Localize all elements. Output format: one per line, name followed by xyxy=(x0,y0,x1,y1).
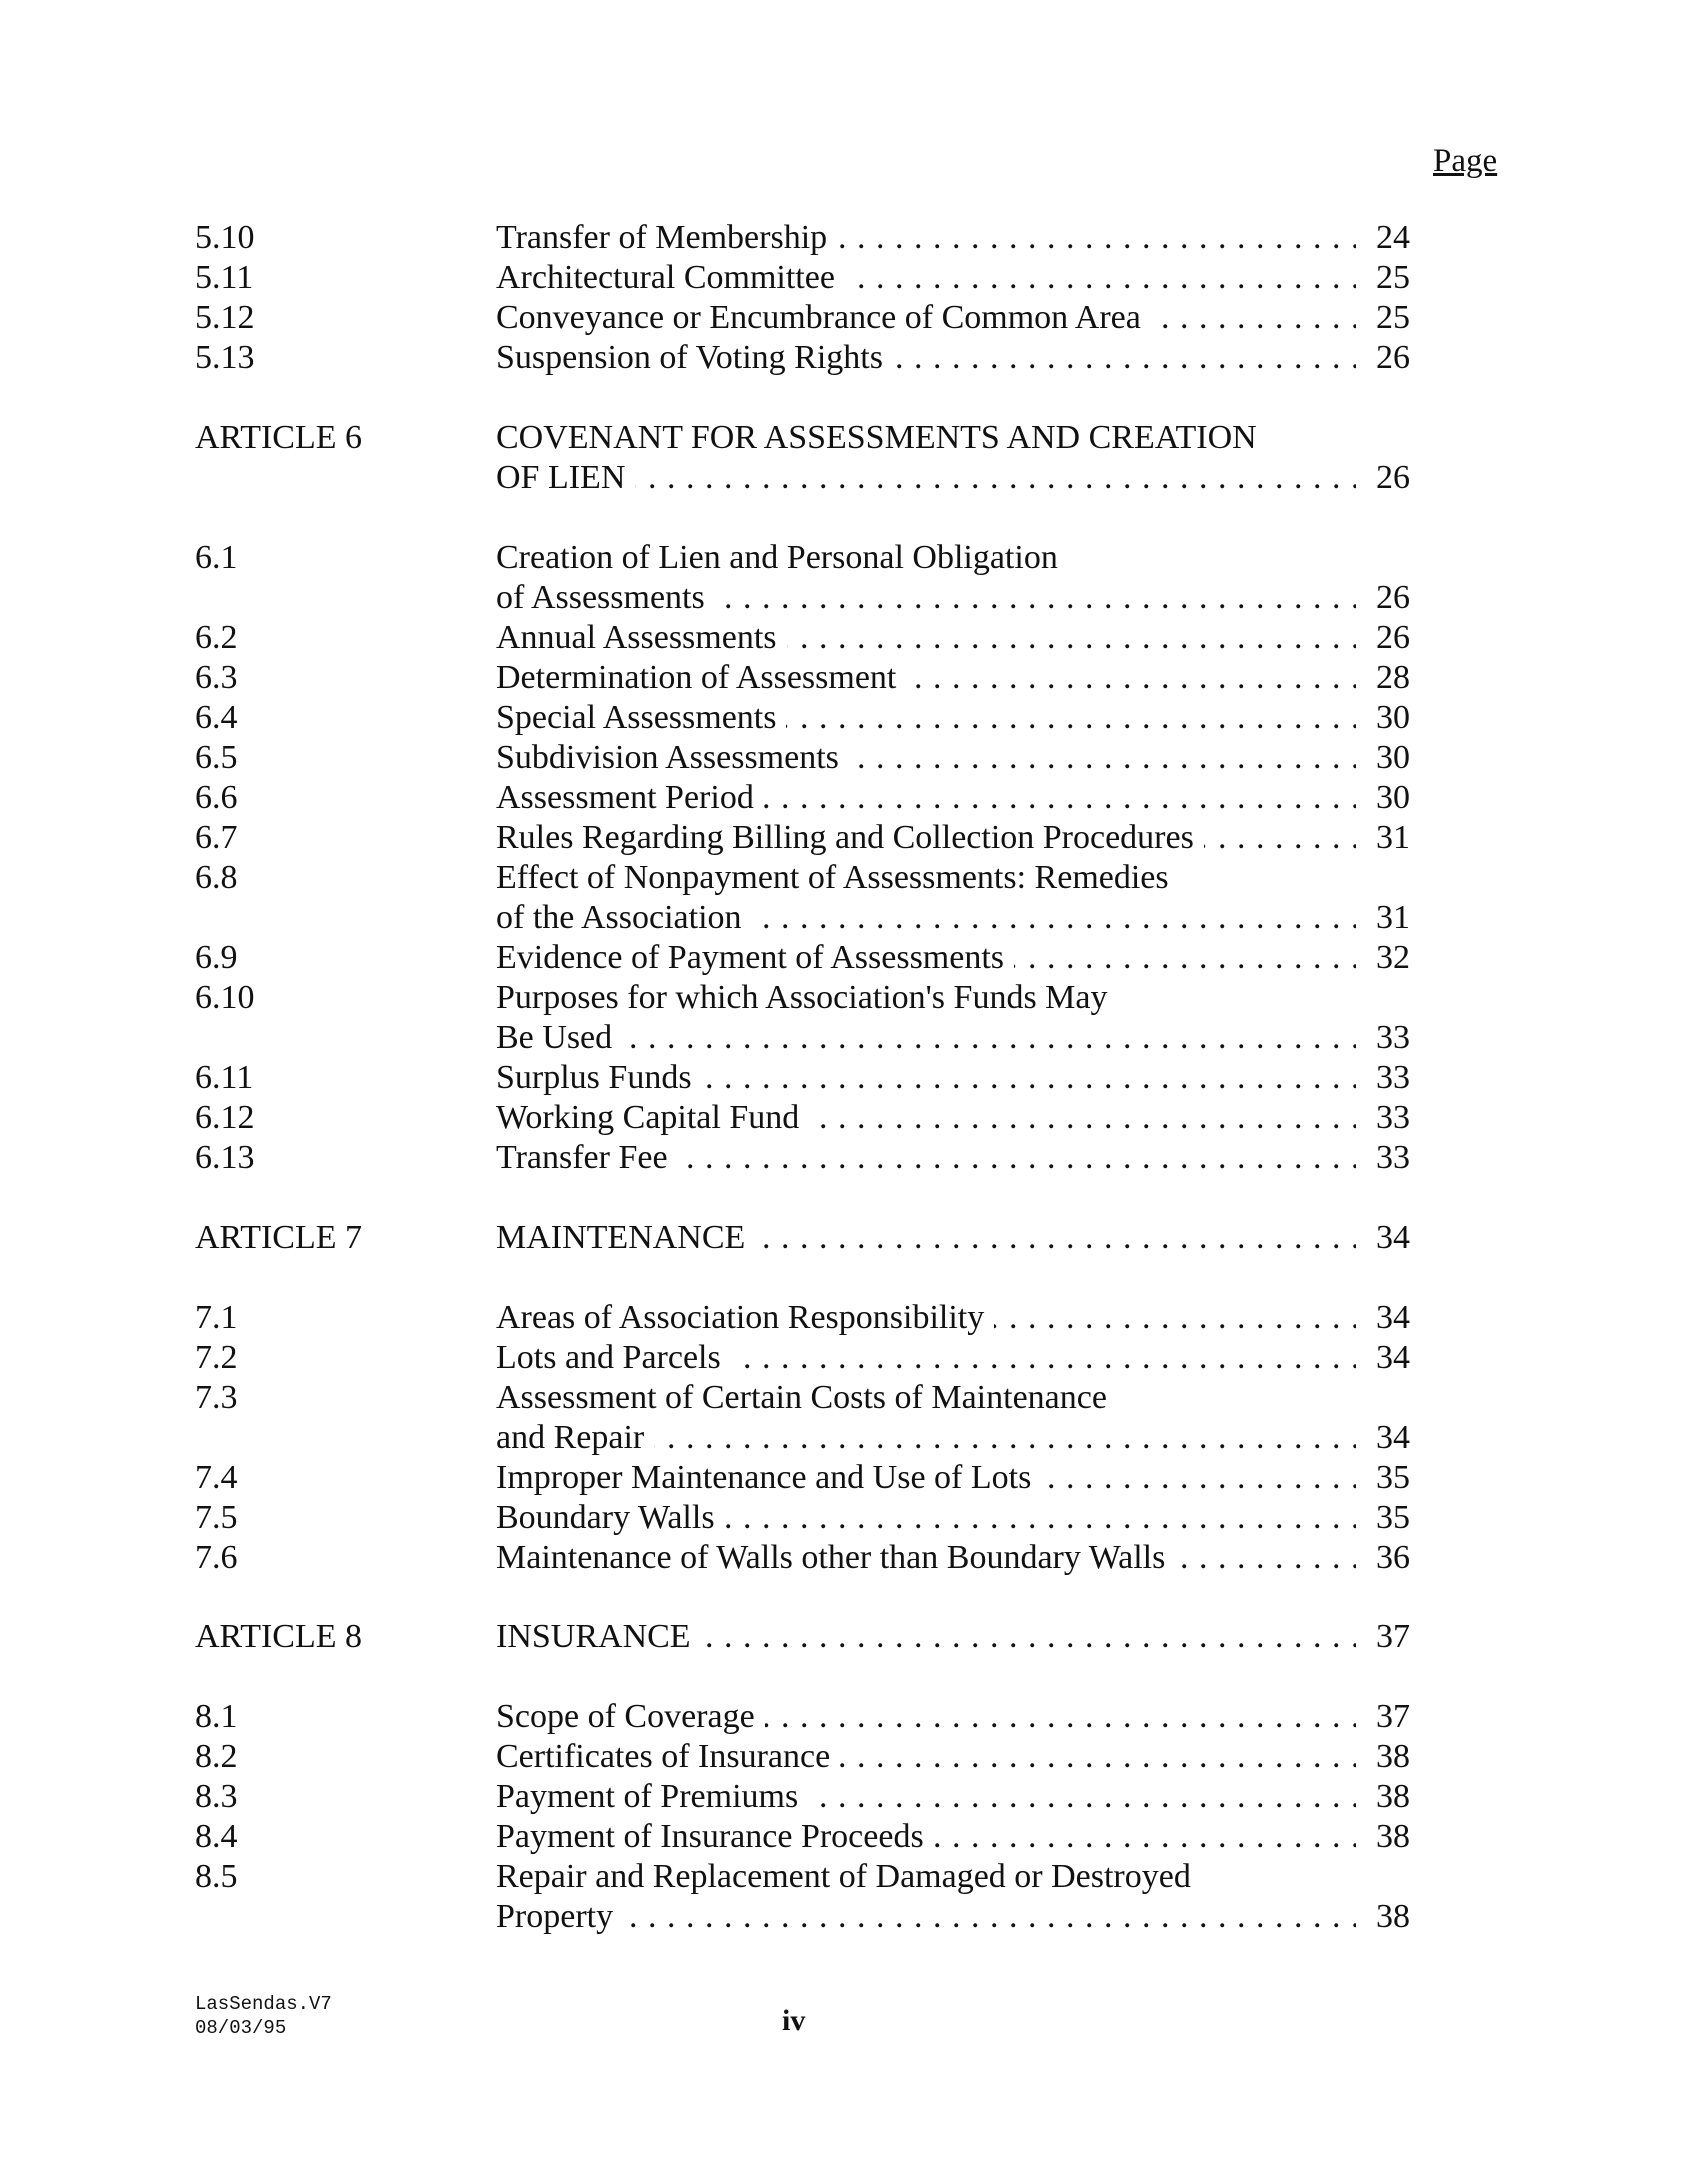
toc-page-number: 26 xyxy=(1376,339,1410,376)
toc-title-text: Assessment of Certain Costs of Maintenance xyxy=(496,1379,1117,1416)
toc-section-number: 6.13 xyxy=(195,1139,255,1176)
footer-doc-name: LasSendas.V7 xyxy=(195,1993,332,2015)
toc-title-text: Surplus Funds xyxy=(496,1059,702,1096)
toc-page-number: 33 xyxy=(1376,1059,1410,1096)
toc-entry xyxy=(0,1617,1696,1659)
toc-section-title xyxy=(496,978,1356,1018)
toc-section-title xyxy=(496,298,1356,338)
toc-entry xyxy=(0,258,1696,300)
toc-entry xyxy=(0,658,1696,700)
toc-section-title xyxy=(496,618,1356,658)
toc-section-number: 8.4 xyxy=(195,1818,238,1855)
toc-section-title xyxy=(496,218,1356,258)
toc-section-number: 8.5 xyxy=(195,1858,238,1895)
toc-section-number: ARTICLE 8 xyxy=(195,1618,362,1655)
toc-section-title xyxy=(496,458,1356,498)
toc-section-number: 6.6 xyxy=(195,779,238,816)
toc-section-number: 5.10 xyxy=(195,219,255,256)
toc-section-number: 6.3 xyxy=(195,659,238,696)
toc-section-title xyxy=(496,1378,1356,1418)
footer-doc-date: 08/03/95 xyxy=(195,2017,287,2039)
toc-page-number: 33 xyxy=(1376,1099,1410,1136)
toc-title-text: Suspension of Voting Rights xyxy=(496,339,893,376)
toc-section-number: 5.13 xyxy=(195,339,255,376)
toc-title-text: Special Assessments xyxy=(496,699,786,736)
footer-document-id xyxy=(195,1992,332,2040)
toc-section-number: 5.12 xyxy=(195,299,255,336)
toc-entry xyxy=(0,1418,1696,1460)
toc-title-text: Working Capital Fund xyxy=(496,1099,809,1136)
toc-section-title xyxy=(496,778,1356,818)
toc-section-title xyxy=(496,578,1356,618)
toc-section-title xyxy=(496,1458,1356,1498)
toc-title-text: of Assessments xyxy=(496,579,715,616)
toc-section-number: 7.2 xyxy=(195,1339,238,1376)
toc-section-title xyxy=(496,1737,1356,1777)
toc-title-text: Assessment Period xyxy=(496,779,764,816)
toc-section-number: 6.1 xyxy=(195,539,238,576)
toc-section-number: 6.5 xyxy=(195,739,238,776)
toc-entry xyxy=(0,1378,1696,1420)
toc-section-title xyxy=(496,1897,1356,1937)
toc-title-text: Evidence of Payment of Assessments xyxy=(496,939,1014,976)
toc-section-title xyxy=(496,1538,1356,1578)
toc-title-text: Payment of Insurance Proceeds xyxy=(496,1818,934,1855)
toc-title-text: Transfer of Membership xyxy=(496,219,837,256)
toc-section-title xyxy=(496,1338,1356,1378)
toc-section-title xyxy=(496,1058,1356,1098)
toc-page-number: 25 xyxy=(1376,299,1410,336)
toc-section-title xyxy=(496,1138,1356,1178)
toc-entry xyxy=(0,858,1696,900)
toc-section-number: ARTICLE 6 xyxy=(195,419,362,456)
toc-title-text: Boundary Walls xyxy=(496,1499,725,1536)
toc-title-text: Property xyxy=(496,1898,623,1935)
toc-entry xyxy=(0,1538,1696,1580)
toc-title-text: Be Used xyxy=(496,1019,622,1056)
toc-section-title xyxy=(496,1697,1356,1737)
toc-section-number: ARTICLE 7 xyxy=(195,1219,362,1256)
toc-page-number: 38 xyxy=(1376,1898,1410,1935)
toc-title-text: Subdivision Assessments xyxy=(496,739,849,776)
toc-entry xyxy=(0,1857,1696,1899)
toc-page-number: 30 xyxy=(1376,779,1410,816)
toc-section-title xyxy=(496,338,1356,378)
toc-entry xyxy=(0,338,1696,380)
toc-page-number: 32 xyxy=(1376,939,1410,976)
toc-page-number: 35 xyxy=(1376,1499,1410,1536)
toc-title-text: Areas of Association Responsibility xyxy=(496,1299,994,1336)
toc-entry xyxy=(0,778,1696,820)
toc-section-title xyxy=(496,698,1356,738)
toc-section-number: 6.10 xyxy=(195,979,255,1016)
toc-page-number: 35 xyxy=(1376,1459,1410,1496)
toc-section-title xyxy=(496,418,1356,458)
toc-title-text: Lots and Parcels xyxy=(496,1339,731,1376)
toc-title-text: Improper Maintenance and Use of Lots xyxy=(496,1459,1041,1496)
toc-section-title xyxy=(496,938,1356,978)
toc-entry xyxy=(0,1058,1696,1100)
toc-entry xyxy=(0,538,1696,580)
toc-entry xyxy=(0,978,1696,1020)
toc-entry xyxy=(0,1737,1696,1779)
toc-entry xyxy=(0,1458,1696,1500)
toc-title-text: OF LIEN xyxy=(496,459,635,496)
toc-title-text: Scope of Coverage xyxy=(496,1698,765,1735)
toc-entry xyxy=(0,898,1696,940)
toc-entry xyxy=(0,1897,1696,1939)
toc-title-text: Rules Regarding Billing and Collection Procedures xyxy=(496,819,1204,856)
toc-title-text: Determination of Assessment xyxy=(496,659,906,696)
toc-page-number: 25 xyxy=(1376,259,1410,296)
toc-entry xyxy=(0,218,1696,260)
toc-title-text: COVENANT FOR ASSESSMENTS AND CREATION xyxy=(496,419,1267,456)
toc-section-number: 7.5 xyxy=(195,1499,238,1536)
toc-entry xyxy=(0,818,1696,860)
toc-page-number: 37 xyxy=(1376,1698,1410,1735)
toc-page-number: 34 xyxy=(1376,1419,1410,1456)
toc-title-text: Architectural Committee xyxy=(496,259,845,296)
toc-section-title xyxy=(496,738,1356,778)
toc-section-title xyxy=(496,258,1356,298)
toc-entry xyxy=(0,1338,1696,1380)
toc-section-title xyxy=(496,1817,1356,1857)
toc-section-title xyxy=(496,1218,1356,1258)
toc-entry xyxy=(0,458,1696,500)
toc-entry xyxy=(0,1777,1696,1819)
toc-page-number: 28 xyxy=(1376,659,1410,696)
toc-section-title xyxy=(496,1857,1356,1897)
toc-section-number: 7.4 xyxy=(195,1459,238,1496)
toc-title-text: Certificates of Insurance xyxy=(496,1738,840,1775)
toc-entry xyxy=(0,298,1696,340)
toc-entry xyxy=(0,578,1696,620)
toc-title-text: Maintenance of Walls other than Boundary Walls xyxy=(496,1539,1175,1576)
toc-section-number: 6.8 xyxy=(195,859,238,896)
toc-title-text: MAINTENANCE xyxy=(496,1219,755,1256)
toc-title-text: Repair and Replacement of Damaged or Destroyed xyxy=(496,1858,1201,1895)
toc-entry xyxy=(0,618,1696,660)
toc-section-number: 7.1 xyxy=(195,1299,238,1336)
toc-section-number: 6.12 xyxy=(195,1099,255,1136)
toc-section-title xyxy=(496,1777,1356,1817)
toc-entry xyxy=(0,1697,1696,1739)
toc-entry xyxy=(0,1298,1696,1340)
toc-title-text: of the Association xyxy=(496,899,752,936)
toc-page-number: 34 xyxy=(1376,1299,1410,1336)
page-column-heading: Page xyxy=(1433,143,1498,179)
toc-section-title xyxy=(496,858,1356,898)
toc-page-number: 24 xyxy=(1376,219,1410,256)
toc-title-text: and Repair xyxy=(496,1419,654,1456)
toc-page-number: 34 xyxy=(1376,1219,1410,1256)
toc-page-number: 30 xyxy=(1376,699,1410,736)
toc-section-number: 6.2 xyxy=(195,619,238,656)
toc-page-number: 31 xyxy=(1376,899,1410,936)
toc-entry xyxy=(0,1218,1696,1260)
toc-entry xyxy=(0,1098,1696,1140)
toc-page-number: 26 xyxy=(1376,579,1410,616)
toc-page-number: 33 xyxy=(1376,1019,1410,1056)
toc-section-number: 6.7 xyxy=(195,819,238,856)
toc-page-number: 26 xyxy=(1376,459,1410,496)
toc-section-title xyxy=(496,898,1356,938)
toc-section-title xyxy=(496,538,1356,578)
toc-entry xyxy=(0,938,1696,980)
toc-entry xyxy=(0,1498,1696,1540)
toc-section-number: 7.3 xyxy=(195,1379,238,1416)
toc-entry xyxy=(0,738,1696,780)
toc-page-number: 38 xyxy=(1376,1818,1410,1855)
toc-page-number: 36 xyxy=(1376,1539,1410,1576)
toc-page-number: 33 xyxy=(1376,1139,1410,1176)
toc-title-text: Transfer Fee xyxy=(496,1139,678,1176)
toc-section-number: 6.11 xyxy=(195,1059,254,1096)
toc-section-number: 8.1 xyxy=(195,1698,238,1735)
toc-section-title xyxy=(496,1498,1356,1538)
toc-section-title xyxy=(496,658,1356,698)
toc-section-title xyxy=(496,1617,1356,1657)
toc-entry xyxy=(0,1138,1696,1180)
toc-section-number: 8.3 xyxy=(195,1778,238,1815)
toc-section-number: 8.2 xyxy=(195,1738,238,1775)
toc-section-number: 6.9 xyxy=(195,939,238,976)
toc-title-text: Annual Assessments xyxy=(496,619,787,656)
toc-title-text: Creation of Lien and Personal Obligation xyxy=(496,539,1068,576)
toc-title-text: Effect of Nonpayment of Assessments: Remedies xyxy=(496,859,1179,896)
toc-page-number: 38 xyxy=(1376,1778,1410,1815)
toc-page-number: 34 xyxy=(1376,1339,1410,1376)
toc-section-title xyxy=(496,1098,1356,1138)
toc-section-title xyxy=(496,1418,1356,1458)
toc-page-number: 31 xyxy=(1376,819,1410,856)
toc-section-title xyxy=(496,1298,1356,1338)
toc-section-number: 7.6 xyxy=(195,1539,238,1576)
toc-section-number: 6.4 xyxy=(195,699,238,736)
toc-page-number: 38 xyxy=(1376,1738,1410,1775)
toc-entry xyxy=(0,1817,1696,1859)
toc-title-text: Conveyance or Encumbrance of Common Area xyxy=(496,299,1151,336)
toc-entry xyxy=(0,1018,1696,1060)
toc-title-text: INSURANCE xyxy=(496,1618,701,1655)
toc-section-number: 5.11 xyxy=(195,259,254,296)
toc-page-number: 37 xyxy=(1376,1618,1410,1655)
toc-page-number: 30 xyxy=(1376,739,1410,776)
toc-page-number: 26 xyxy=(1376,619,1410,656)
toc-title-text: Payment of Premiums xyxy=(496,1778,808,1815)
toc-title-text: Purposes for which Association's Funds May xyxy=(496,979,1118,1016)
toc-section-title xyxy=(496,818,1356,858)
footer-page-number: iv xyxy=(782,2004,806,2037)
toc-entry xyxy=(0,418,1696,460)
toc-section-title xyxy=(496,1018,1356,1058)
toc-entry xyxy=(0,698,1696,740)
